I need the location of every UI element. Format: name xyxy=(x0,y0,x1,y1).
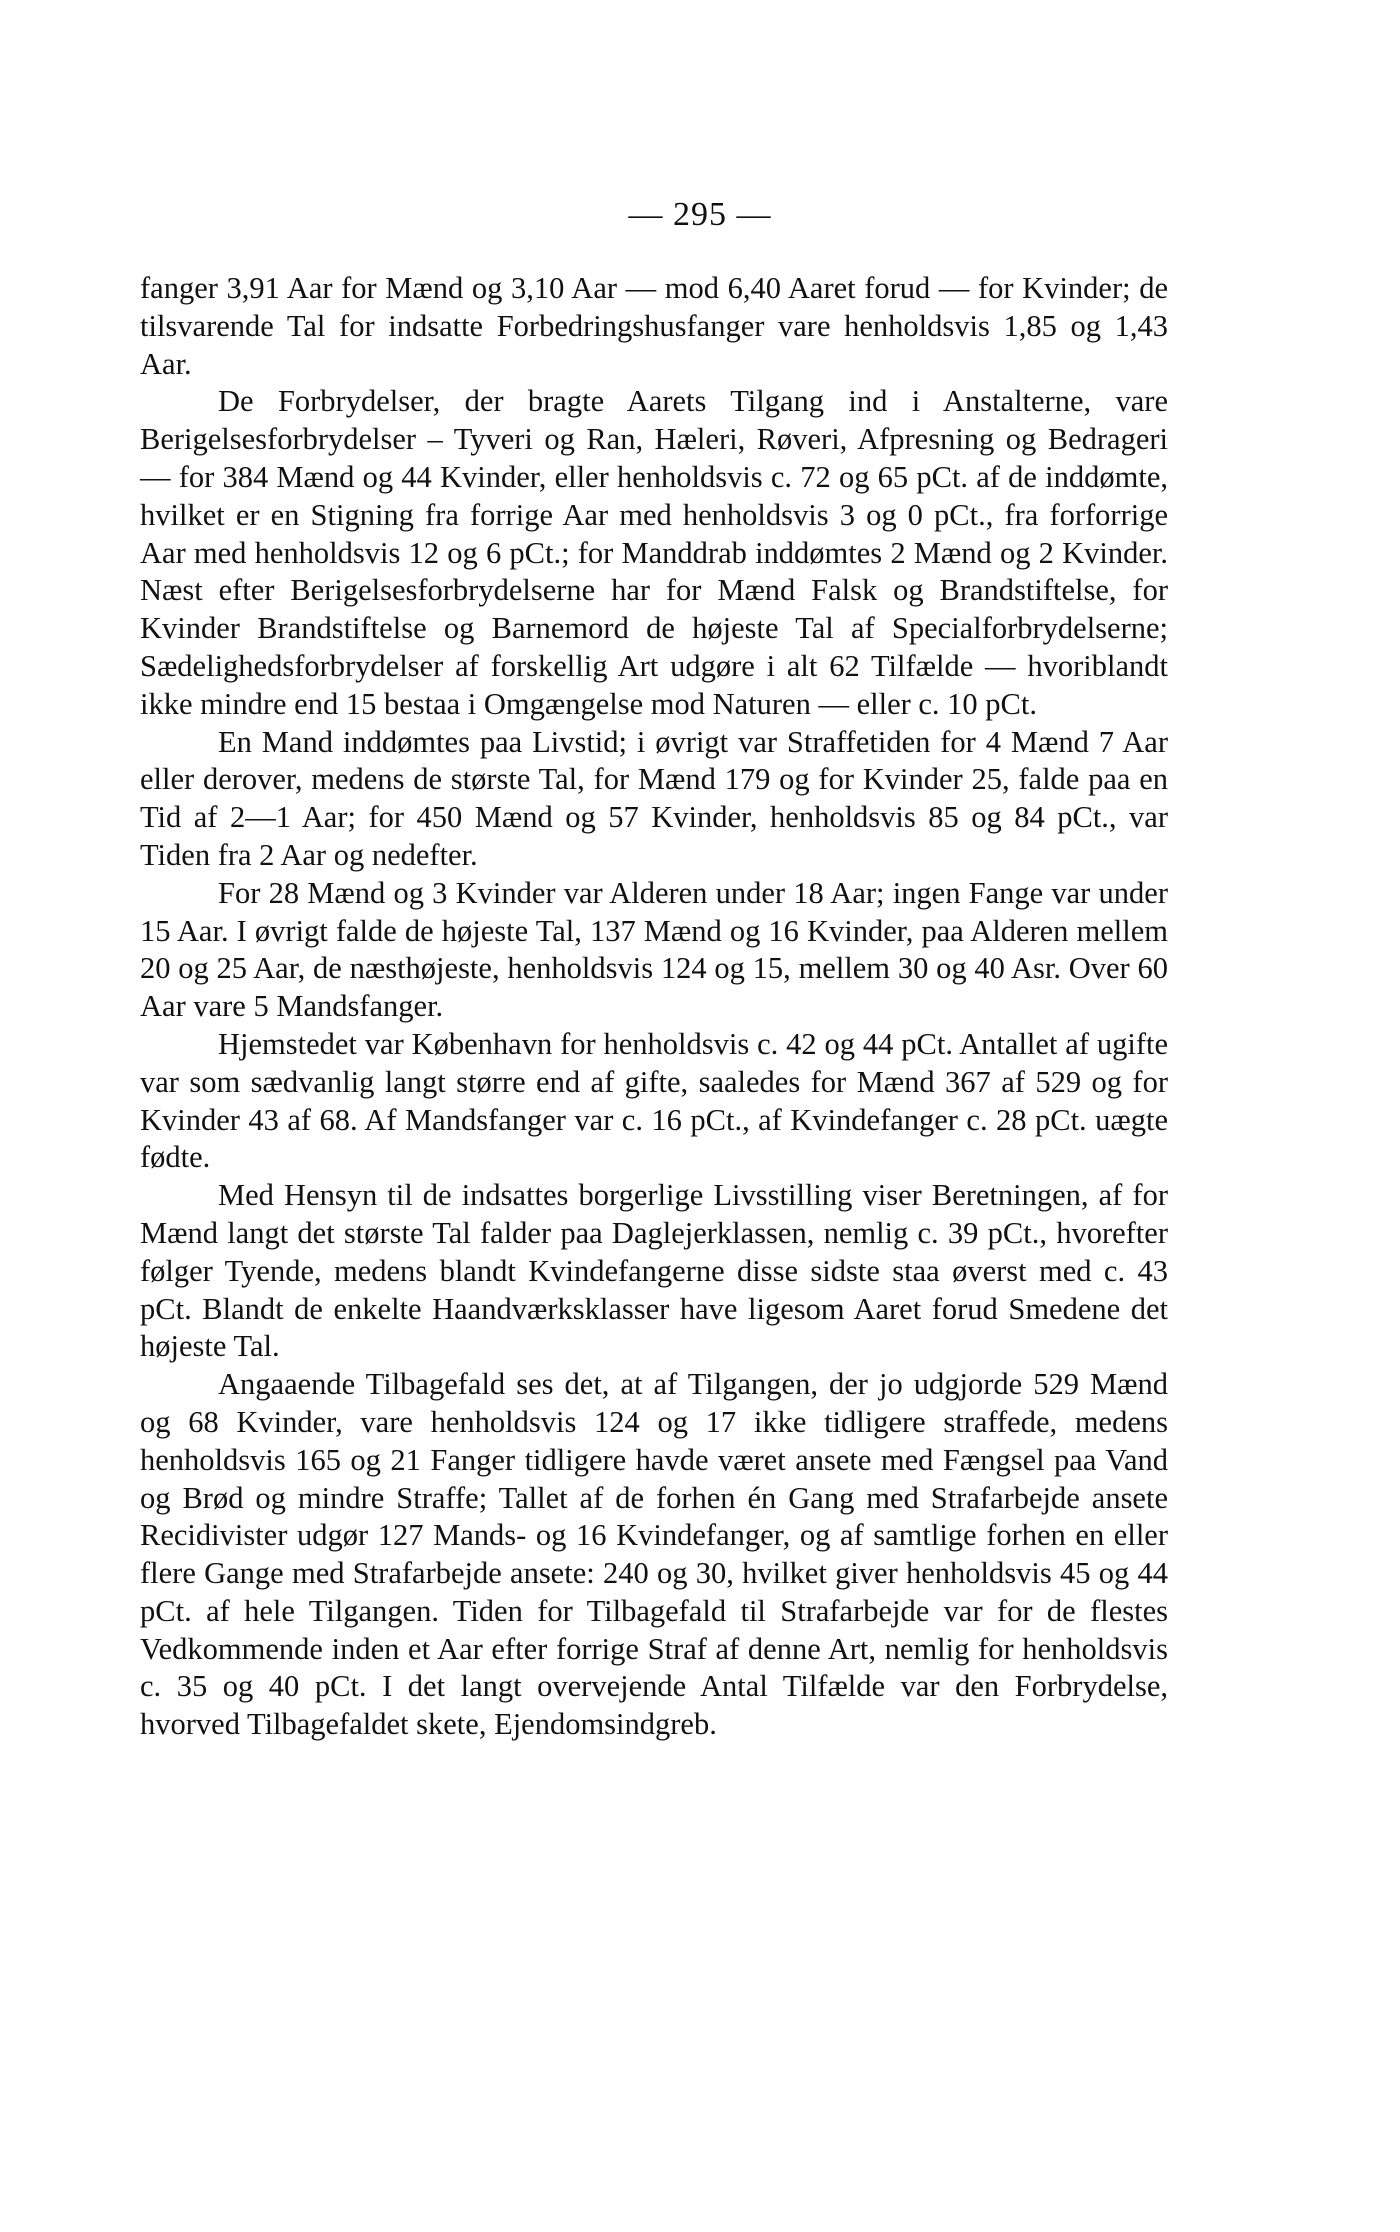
paragraph-forbrydelser: De Forbrydelser, der bragte Aarets Tilgang ind i Anstalterne, vare Berigelsesforbrydelser – Tyveri og Ran, Hæleri, Røveri, Afpresning og Bedrageri — for 384 Mænd og 44 Kvinder, eller henholdsvis c. 72 og 65 pCt. af de inddømte, hvilket er en Stigning fra forrige Aar med henholdsvis 3 og 0 pCt., fra forforrige Aar med henholdsvis 12 og 6 pCt.; for Manddrab inddømtes 2 Mænd og 2 Kvinder. Næst efter Berigelsesforbrydelserne har for Mænd Falsk og Brandstiftelse, for Kvinder Brandstiftelse og Barnemord de højeste Tal af Specialforbrydelserne; Sædelighedsforbrydelser af forskellig Art udgøre i alt 62 Tilfælde — hvoriblandt ikke mindre end 15 bestaa i Omgængelse mod Naturen — eller c. 10 pCt. xyxy=(140,384,1168,721)
paragraph-straffetiden: En Mand inddømtes paa Livstid; i øvrigt var Straffetiden for 4 Mænd 7 Aar eller derover, medens de største Tal, for Mænd 179 og for Kvinder 25, falde paa en Tid af 2—1 Aar; for 450 Mænd og 57 Kvinder, henholdsvis 85 og 84 pCt., var Tiden fra 2 Aar og nedefter. xyxy=(140,724,1168,872)
page-number: — 295 — xyxy=(628,196,772,233)
paragraph-livsstilling: Med Hensyn til de indsattes borgerlige Livsstilling viser Beretningen, af for Mænd langt det største Tal falder paa Daglejerklassen, nemlig c. 39 pCt., hvorefter følger Tyende, medens blandt Kvindefangerne disse sidste staa øverst med c. 43 pCt. Blandt de enkelte Haandværksklasser have ligesom Aaret forud Smedene det højeste Tal. xyxy=(140,1178,1168,1364)
paragraph-tilbagefald: Angaaende Tilbagefald ses det, at af Tilgangen, der jo udgjorde 529 Mænd og 68 Kvinder, vare henholdsvis 124 og 17 ikke tidligere straffede, medens henholdsvis 165 og 21 Fanger tidligere havde været ansete med Fængsel paa Vand og Brød og mindre Straffe; Tallet af de forhen én Gang med Strafarbejde ansete Recidivister udgør 127 Mands- og 16 Kvindefanger, og af samtlige forhen en eller flere Gange med Strafarbejde ansete: 240 og 30, hvilket giver henholdsvis 45 og 44 pCt. af hele Tilgangen. Tiden for Tilbagefald til Strafarbejde var for de flestes Vedkommende inden et Aar efter forrige Straf af denne Art, nemlig for henholdsvis c. 35 og 40 pCt. I det langt overvejende Antal Tilfælde var den Forbrydelse, hvorved Tilbagefaldet skete, Ejendomsindgreb. xyxy=(140,1367,1168,1742)
paragraph-hjemstedet: Hjemstedet var København for henholdsvis c. 42 og 44 pCt. Antallet af ugifte var som sædvanlig langt større end af gifte, saaledes for Mænd 367 af 529 og for Kvinder 43 af 68. Af Mandsfanger var c. 16 pCt., af Kvindefanger c. 28 pCt. uægte fødte. xyxy=(140,1026,1168,1175)
paragraph-continuation: fanger 3,91 Aar for Mænd og 3,10 Aar — mod 6,40 Aaret forud — for Kvinder; de tilsvarende Tal for indsatte Forbedringshusfanger vare henholdsvis 1,85 og 1,43 Aar. xyxy=(140,271,1168,381)
body-text xyxy=(140,270,1168,1744)
paragraph-alderen: For 28 Mænd og 3 Kvinder var Alderen under 18 Aar; ingen Fange var under 15 Aar. I øvrigt falde de højeste Tal, 137 Mænd og 16 Kvinder, paa Alderen mellem 20 og 25 Aar, de næsthøjeste, henholdsvis 124 og 15, mellem 30 og 40 Asr. Over 60 Aar vare 5 Mandsfanger. xyxy=(140,875,1168,1024)
